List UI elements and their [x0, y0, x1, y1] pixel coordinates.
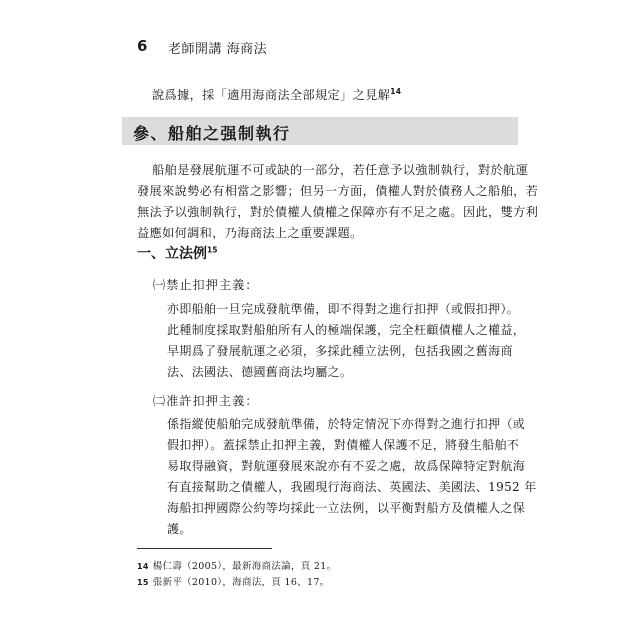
item-line: 有直接幫助之債權人，我國現行海商法、英國法、美國法、1952 年: [167, 480, 537, 494]
item-line: 早期爲了發展航運之必須，多採此種立法例，包括我國之舊海商: [167, 344, 513, 358]
footnote-number: 15: [137, 578, 149, 587]
paragraph-line: 發展來說勢必有相當之影響；但另一方面，債權人對於債務人之船舶，若: [137, 184, 539, 198]
footnote-ref-14[interactable]: 14: [390, 86, 402, 96]
item-line: 係指縱使船舶完成發航準備，於特定情況下亦得對之進行扣押（或: [167, 417, 526, 431]
intro-text: 說爲據，採「適用海商法全部規定」之見解: [152, 88, 391, 102]
footnote-14: [137, 558, 336, 572]
item-title: ㈡准許扣押主義：: [153, 394, 259, 408]
running-header: 老師開講 海商法: [168, 42, 268, 57]
item-line: 此種制度採取對船舶所有人的極端保護，完全枉顧債權人之權益，: [167, 323, 526, 337]
paragraph-line: 無法予以強制執行，對於債權人債權之保障亦有不足之處。因此，雙方利: [137, 205, 539, 219]
page-number: 6: [137, 37, 148, 55]
footnote-15: [137, 574, 329, 588]
item-line: 亦即船舶一旦完成發航準備，即不得對之進行扣押（或假扣押）。: [167, 302, 520, 316]
item-line: 假扣押）。蓋採禁止扣押主義，對債權人保護不足，將發生船舶不: [167, 438, 520, 452]
footnote-text: 楊仁壽（2005），最新海商法論，頁 21。: [152, 561, 337, 572]
footnote-number: 14: [137, 562, 149, 571]
intro-line: [152, 86, 401, 103]
item-line: 法、法國法、德國舊商法均屬之。: [167, 365, 353, 379]
paragraph-line: 船舶是發展航運不可或缺的一部分，若任意予以強制執行，對於航運: [152, 163, 529, 177]
footnote-text: 張新平（2010），海商法，頁 16、17。: [152, 577, 330, 588]
footnote-ref-15[interactable]: 15: [207, 245, 218, 255]
item-title: ㈠禁止扣押主義：: [153, 278, 259, 292]
footnote-rule: [137, 548, 272, 549]
paragraph-line: 益應如何調和，乃海商法上之重要課題。: [137, 226, 363, 240]
item-line: 海船扣押國際公約等均採此一立法例，以平衡對船方及債權人之保: [167, 501, 526, 515]
subsection-heading: [137, 243, 217, 263]
item-line: 易取得融資，對航運發展來說亦有不妥之處，故爲保障特定對航海: [167, 459, 526, 473]
subsection-heading-text: 一、立法例: [137, 246, 207, 262]
section-heading: 參、船舶之强制執行: [133, 124, 291, 143]
item-line: 護。: [167, 522, 192, 536]
